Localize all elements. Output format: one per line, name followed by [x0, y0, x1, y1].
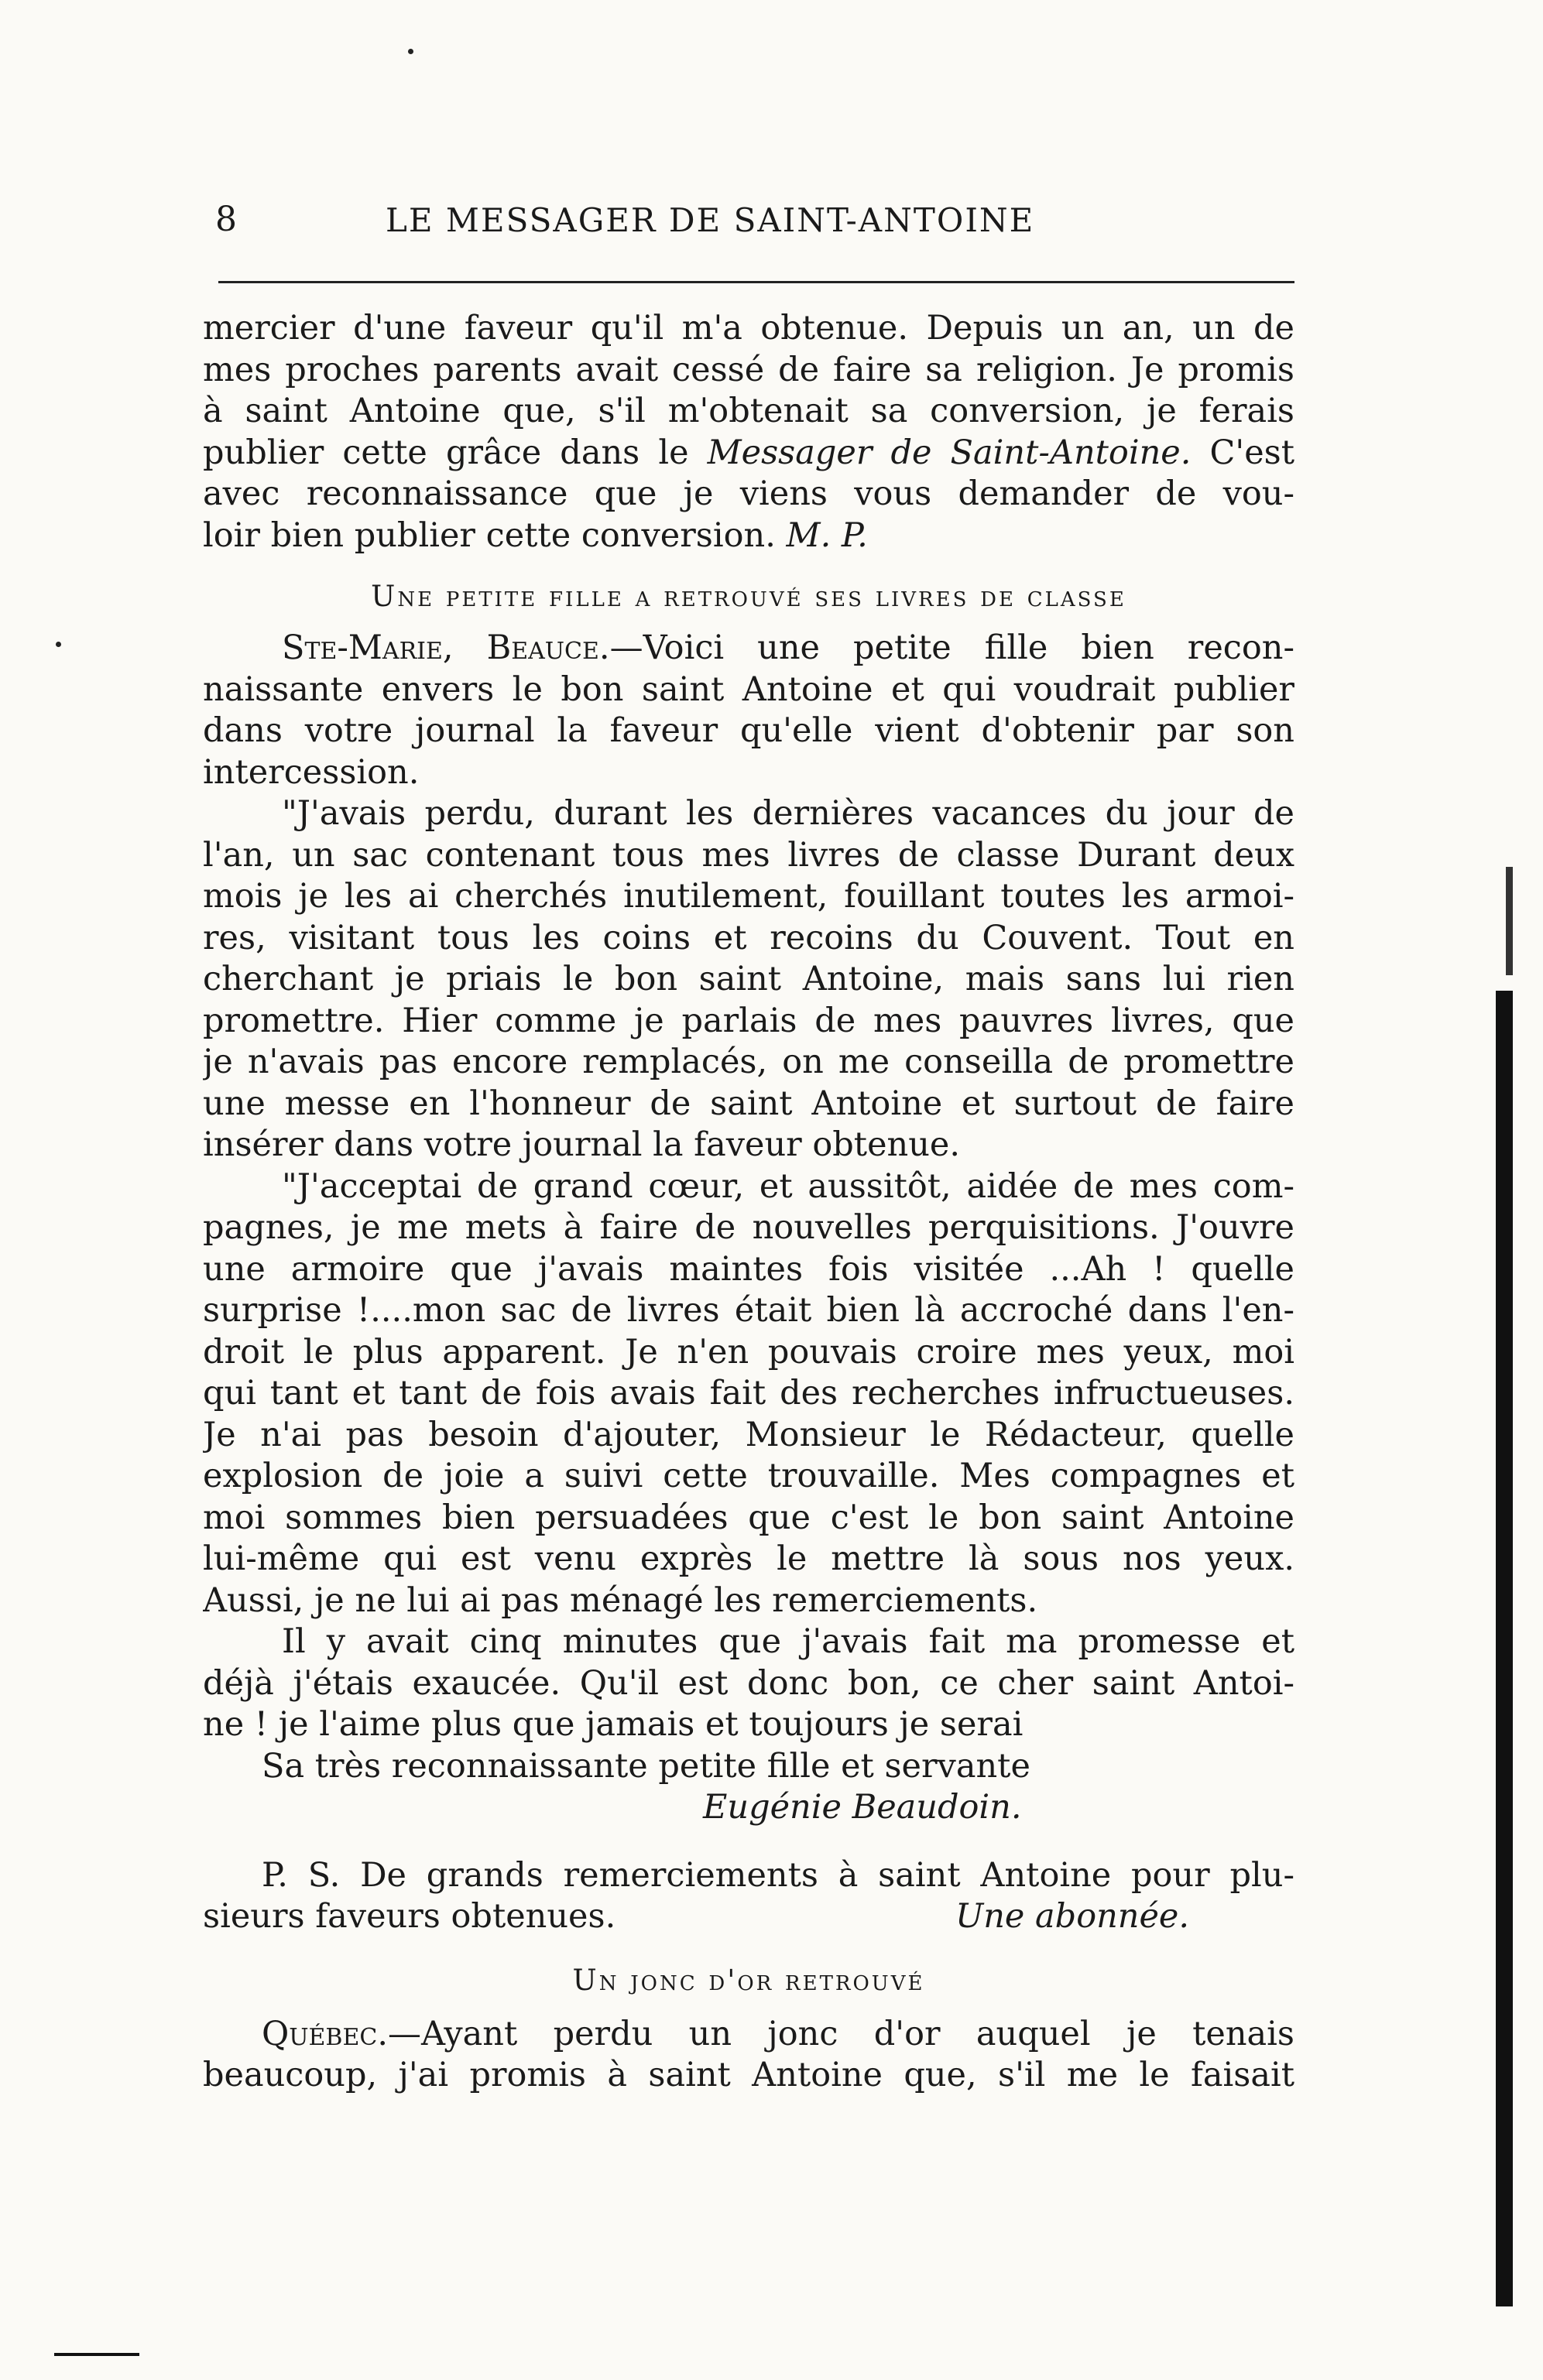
running-title: LE MESSAGER DE SAINT-ANTOINE — [386, 201, 1035, 239]
text-line: Il y avait cinq minutes que j'avais fait ma promesse et — [282, 1622, 1294, 1661]
page-header — [203, 200, 1294, 246]
text-line: une messe en l'honneur de saint Antoine et surtout de faire — [203, 1084, 1294, 1123]
text-line: moi sommes bien persuadées que c'est le bon saint Antoine — [203, 1498, 1294, 1537]
text-line: surprise !....mon sac de livres était bien là accroché dans l'en- — [203, 1291, 1294, 1330]
text-line: l'an, un sac contenant tous mes livres de classe Durant deux — [203, 835, 1294, 875]
text-line: intercession. — [203, 752, 420, 792]
text-line: dans votre journal la faveur qu'elle vient d'obtenir par son — [203, 711, 1294, 750]
text-line: explosion de joie a suivi cette trouvaille. Mes compagnes et — [203, 1457, 1294, 1495]
text-line: lui-même qui est venu exprès le mettre là sous nos yeux. — [203, 1539, 1294, 1578]
text-span: sieurs faveurs obtenues. — [203, 1897, 616, 1936]
text-line: insérer dans votre journal la faveur obtenue. — [203, 1125, 961, 1164]
text-line: Sa très reconnaissante petite fille et servante — [262, 1746, 1030, 1786]
text-line: Aussi, je ne lui ai pas ménagé les remerciements. — [203, 1580, 1038, 1620]
text-line: à saint Antoine que, s'il m'obtenait sa conversion, je ferais — [203, 392, 1294, 430]
text-line: res, visitant tous les coins et recoins du Couvent. Tout en — [203, 918, 1294, 957]
signature: M. P. — [786, 515, 868, 555]
journal-title: Messager de Saint-Antoine. — [707, 433, 1192, 472]
text-line — [203, 433, 1294, 474]
text-line: mes proches parents avait cessé de faire sa religion. Je promis — [203, 350, 1294, 389]
scan-binding-edge — [1496, 991, 1513, 2306]
text-line: "J'avais perdu, durant les dernières vacances du jour de — [282, 794, 1294, 833]
text-line: cherchant je priais le bon saint Antoine, mais sans lui rien — [203, 960, 1294, 998]
text-line: P. S. De grands remerciements à saint Antoine pour plu- — [262, 1855, 1294, 1895]
section-heading: Un jonc d'or retrouvé — [572, 1963, 925, 1997]
signature: Une abonnée. — [955, 1897, 1190, 1936]
text-line: mercier d'une faveur qu'il m'a obtenue. Depuis un an, un de — [203, 309, 1294, 348]
header-rule — [218, 281, 1294, 283]
section-livres — [203, 628, 1294, 1938]
scan-edge-mark — [54, 2353, 139, 2356]
print-speck — [56, 642, 61, 647]
text-line: droit le plus apparent. Je n'en pouvais croire mes yeux, moi — [203, 1332, 1294, 1371]
text-line: avec reconnaissance que je viens vous demander de vou- — [203, 474, 1294, 513]
section-conversion — [203, 308, 1294, 556]
page-number: 8 — [215, 200, 237, 239]
text-line — [203, 2014, 1294, 2056]
spacer — [203, 1829, 1294, 1855]
text-span: publier cette grâce dans le — [203, 433, 689, 472]
text-line — [203, 1896, 1294, 1938]
print-speck — [408, 49, 413, 54]
text-span: —Ayant perdu un jonc d'or auquel je tenais — [388, 2014, 1294, 2053]
place-name: Québec. — [262, 2014, 389, 2053]
text-span: loir bien publier cette conversion. — [203, 515, 776, 555]
text-line: déjà j'étais exaucée. Qu'il est donc bon, ce cher saint Antoi- — [203, 1663, 1294, 1703]
text-line: je n'avais pas encore remplacés, on me conseilla de promettre — [203, 1043, 1294, 1081]
scan-binding-shadow — [1506, 867, 1513, 975]
section-jonc — [203, 2014, 1294, 2097]
place-name: Ste-Marie, Beauce. — [282, 628, 610, 667]
text-line — [203, 628, 1294, 669]
text-line: promettre. Hier comme je parlais de mes pauvres livres, que — [203, 1001, 1294, 1040]
text-line: "J'acceptai de grand cœur, et aussitôt, aidée de mes com- — [282, 1166, 1294, 1206]
text-line: ne ! je l'aime plus que jamais et toujours je serai — [203, 1705, 1024, 1744]
text-span: —Voici une petite fille bien recon- — [609, 628, 1294, 667]
text-line — [203, 515, 1294, 557]
page-body — [203, 308, 1294, 2097]
section-heading: Une petite fille a retrouvé ses livres de classe — [371, 580, 1126, 613]
text-line: beaucoup, j'ai promis à saint Antoine que, s'il me le faisait — [203, 2056, 1294, 2094]
text-line: mois je les ai cherchés inutilement, fouillant toutes les armoi- — [203, 877, 1294, 916]
text-line: une armoire que j'avais maintes fois visitée ...Ah ! quelle — [203, 1249, 1294, 1289]
text-line: pagnes, je me mets à faire de nouvelles perquisitions. J'ouvre — [203, 1208, 1294, 1247]
text-line: naissante envers le bon saint Antoine et qui voudrait publier — [203, 669, 1294, 709]
text-line: Je n'ai pas besoin d'ajouter, Monsieur le Rédacteur, quelle — [203, 1415, 1294, 1454]
signature: Eugénie Beaudoin. — [703, 1788, 1022, 1827]
text-span: C'est — [1209, 433, 1294, 472]
text-line: qui tant et tant de fois avais fait des recherches infructueuses. — [203, 1374, 1294, 1413]
